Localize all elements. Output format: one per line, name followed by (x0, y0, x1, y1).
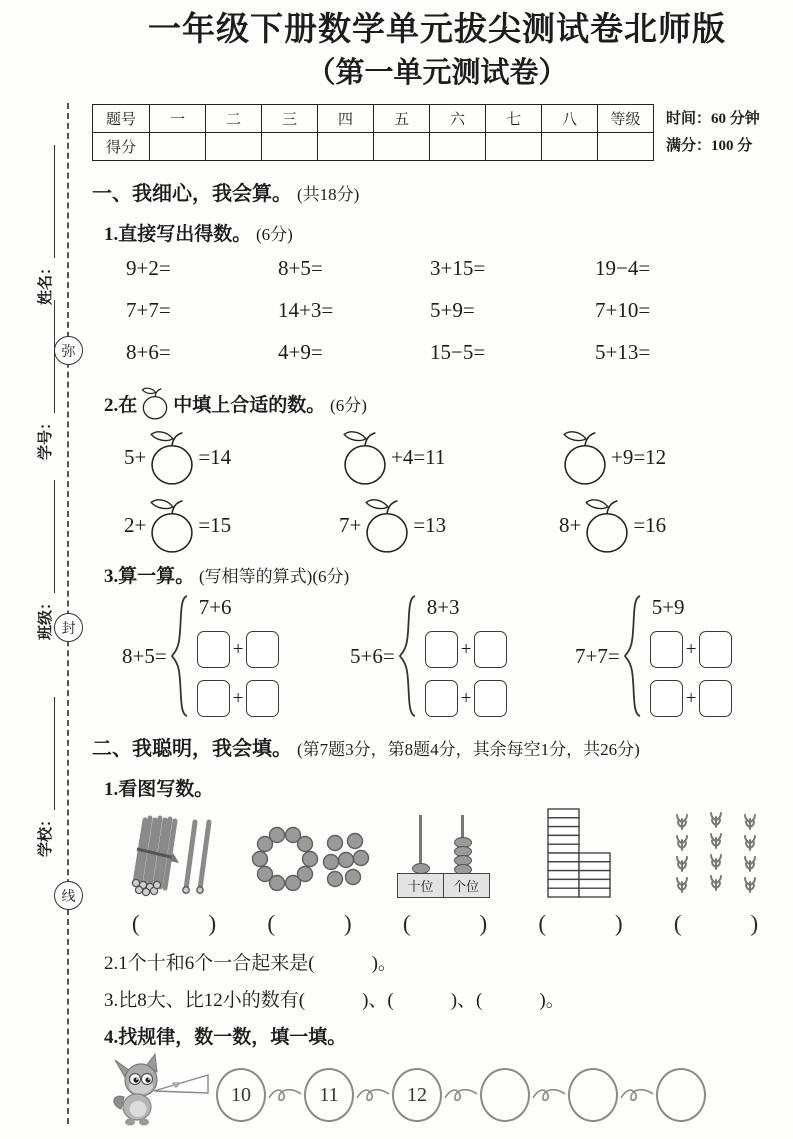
s1-q2-label (92, 385, 782, 421)
s1-q2-note: (6分) (330, 396, 367, 415)
s1-q1-label-text: 1.直接写出得数。 (104, 224, 252, 245)
s1-q1-note: (6分) (256, 225, 293, 244)
eq-pre: 7+ (339, 512, 362, 537)
equation: 7+7= (126, 298, 171, 322)
s1-q3-label (92, 561, 782, 588)
s2-q3-text: 3.比8大、比12小的数有( )、( )、( )。 (104, 990, 565, 1011)
plus-sign: + (232, 638, 244, 660)
section1-heading-text: 一、我细心，我会算。 (92, 183, 292, 205)
sequence-circle: 11 (304, 1068, 354, 1122)
brace-icon (624, 594, 642, 718)
apple-equation (124, 425, 339, 489)
school-field (29, 697, 55, 857)
page-title: 一年级下册数学单元拔尖测试卷北师版 (148, 12, 726, 48)
score-col: 五 (374, 105, 430, 133)
s1-q3-label-text: 3.算一算。 (104, 566, 195, 587)
answer-blank: ( ) (538, 911, 623, 936)
abacus-ones-label: 个位 (443, 873, 490, 898)
student-id-blank-line (35, 300, 55, 413)
school-label: 学校： (38, 811, 54, 857)
score-col: 二 (206, 105, 262, 133)
s2-q1-label (92, 774, 782, 801)
answer-box (474, 631, 507, 668)
abacus-icon (395, 809, 495, 901)
answer-box (474, 680, 507, 717)
decompose-group (350, 594, 575, 718)
sticks-bundle-icon (123, 809, 225, 901)
answer-box (650, 680, 683, 717)
apple-equation (559, 493, 782, 557)
student-id-label: 学号： (38, 414, 54, 460)
brace-icon (399, 594, 417, 718)
plus-sign: + (685, 638, 697, 660)
apple-icon (339, 427, 391, 487)
answer-box (650, 631, 683, 668)
picture-abacus (385, 809, 505, 938)
plus-sign: + (232, 687, 244, 709)
score-table-score-row (93, 133, 654, 161)
s1-q1-label (92, 219, 782, 246)
class-blank-line (35, 480, 55, 593)
class-label: 班级： (38, 594, 54, 640)
given-sum: 7+6 (198, 595, 232, 619)
squiggle-connector-icon (531, 1082, 567, 1108)
s1-q2-row2 (92, 493, 782, 557)
score-cell (486, 133, 542, 161)
answer-blank: ( ) (267, 911, 352, 936)
eq-pre: 5+ (124, 444, 147, 469)
section2-heading (92, 732, 782, 761)
sequence-circle: 12 (392, 1068, 442, 1122)
answer-blank: ( ) (402, 911, 488, 936)
seal-char-feng: 封 (54, 613, 83, 642)
squiggle-connector-icon (619, 1082, 655, 1108)
score-cell (430, 133, 486, 161)
answer-row (425, 631, 508, 668)
eq-pre: 8+ (559, 512, 582, 537)
s2-q1-label-text: 1.看图写数。 (104, 779, 214, 800)
score-table-header-row (93, 105, 654, 133)
score-cell (150, 133, 206, 161)
name-label: 姓名： (38, 259, 54, 305)
equation: 8+6= (126, 340, 171, 364)
given-sum: 8+3 (426, 595, 460, 619)
group-column (650, 595, 733, 717)
answer-box (197, 631, 230, 668)
eq-post: +4=11 (391, 444, 446, 469)
answer-box (425, 631, 458, 668)
answer-box (197, 680, 230, 717)
equation: 3+15= (430, 256, 486, 280)
score-col-header: 题号 (93, 105, 150, 133)
paper-notes (666, 106, 760, 159)
answer-blank: ( ) (131, 911, 217, 936)
eq-pre: 2+ (124, 512, 147, 537)
score-cell (262, 133, 318, 161)
sprouts-icon (668, 809, 764, 901)
score-col: 四 (318, 105, 374, 133)
apple-equation (124, 493, 339, 557)
score-col: 八 (542, 105, 598, 133)
answer-box (425, 680, 458, 717)
apple-equation (339, 425, 559, 489)
eq-post: =14 (198, 444, 232, 469)
apple-icon (581, 495, 633, 555)
score-cell (206, 133, 262, 161)
main-content (92, 8, 782, 1139)
eq-post: =15 (198, 512, 232, 537)
apple-icon (146, 427, 198, 487)
equation: 5+9= (430, 298, 475, 322)
school-blank-line (35, 697, 55, 810)
picture-sprouts (656, 809, 776, 938)
group-lhs: 8+5= (122, 643, 167, 668)
equation: 8+5= (278, 256, 323, 280)
equation: 15−5= (430, 340, 486, 364)
answer-box (246, 680, 279, 717)
mascot-icon (110, 1051, 214, 1139)
score-cell (318, 133, 374, 161)
sequence-circle-blank (656, 1068, 706, 1122)
s2-q1-pictures (92, 809, 782, 938)
equation: 19−4= (595, 256, 651, 280)
s1-q3-groups (92, 594, 782, 718)
answer-row (650, 680, 733, 717)
score-row-label: 得分 (93, 133, 150, 161)
answer-row (197, 680, 280, 717)
page-subtitle: （第一单元测试卷） (306, 57, 568, 89)
picture-sticks (114, 809, 234, 938)
answer-row (650, 631, 733, 668)
seal-char-xian: 线 (54, 881, 83, 910)
beads-icon (247, 809, 372, 901)
given-sum: 5+9 (651, 595, 685, 619)
equation: 4+9= (278, 340, 323, 364)
squiggle-connector-icon (355, 1082, 391, 1108)
apple-icon (139, 385, 171, 421)
section1-heading (92, 177, 782, 206)
plus-sign: + (460, 638, 472, 660)
decompose-group (122, 594, 350, 718)
equation: 7+10= (595, 298, 651, 322)
apple-icon (559, 427, 611, 487)
s1-q2-label-post: 中填上合适的数。 (173, 395, 326, 416)
score-col: 七 (486, 105, 542, 133)
apple-equation (339, 493, 559, 557)
apple-equation (559, 425, 782, 489)
s1-q3-note: (写相等的算式)(6分) (199, 567, 350, 586)
score-col: 三 (262, 105, 318, 133)
section1-heading-note: (共18分) (297, 185, 360, 204)
plus-sign: + (685, 687, 697, 709)
blocks-icon (545, 809, 617, 901)
section2-heading-text: 二、我聪明，我会填。 (92, 738, 292, 760)
answer-blank: ( ) (673, 911, 759, 936)
score-table-area (92, 104, 782, 161)
apple-icon (361, 495, 413, 555)
s1-q2-label-pre: 2.在 (104, 395, 138, 416)
score-table (92, 104, 654, 161)
eq-post: +9=12 (611, 444, 667, 469)
sequence-circle-blank (480, 1068, 530, 1122)
decompose-group (575, 594, 782, 718)
group-lhs: 7+7= (575, 643, 620, 668)
picture-blocks (521, 809, 641, 938)
score-cell (542, 133, 598, 161)
squiggle-connector-icon (443, 1082, 479, 1108)
score-cell (374, 133, 430, 161)
sequence-circle: 10 (216, 1068, 266, 1122)
eq-post: =13 (413, 512, 447, 537)
name-blank-line (35, 145, 55, 258)
s2-q4-label: 4.找规律，数一数，填一填。 (104, 1027, 347, 1048)
student-id-field (29, 300, 55, 460)
plus-sign: + (460, 687, 472, 709)
answer-box (699, 680, 732, 717)
sequence-circle-blank (568, 1068, 618, 1122)
abacus-tens-label: 十位 (397, 873, 444, 898)
answer-box (699, 631, 732, 668)
class-field (29, 480, 55, 640)
score-col: 六 (430, 105, 486, 133)
picture-beads (250, 809, 370, 938)
score-cell (598, 133, 654, 161)
answer-row (197, 631, 280, 668)
equation: 5+13= (595, 340, 651, 364)
answer-row (425, 680, 508, 717)
equation: 9+2= (126, 256, 171, 280)
group-lhs: 5+6= (350, 643, 395, 668)
equation: 14+3= (278, 298, 334, 322)
score-col: 等级 (598, 105, 654, 133)
abacus-base (397, 873, 488, 898)
apple-icon (146, 495, 198, 555)
eq-post: =16 (633, 512, 667, 537)
section2-heading-note: (第7题3分，第8题4分，其余每空1分，共26分) (297, 740, 640, 759)
s1-q2-row1 (92, 425, 782, 489)
name-field (29, 145, 55, 305)
group-column (425, 595, 508, 717)
brace-icon (171, 594, 189, 718)
s2-q4-sequence (92, 1051, 782, 1139)
answer-box (246, 631, 279, 668)
full-score-note: 满分：100 分 (666, 137, 753, 154)
s1-q1-problems (92, 256, 782, 365)
score-col: 一 (150, 105, 206, 133)
seal-char-mi: 弥 (54, 336, 83, 365)
group-column (197, 595, 280, 717)
squiggle-connector-icon (267, 1082, 303, 1108)
s2-q2-text: 2.1个十和6个一合起来是( )。 (104, 953, 397, 974)
time-note: 时间：60 分钟 (666, 111, 760, 128)
